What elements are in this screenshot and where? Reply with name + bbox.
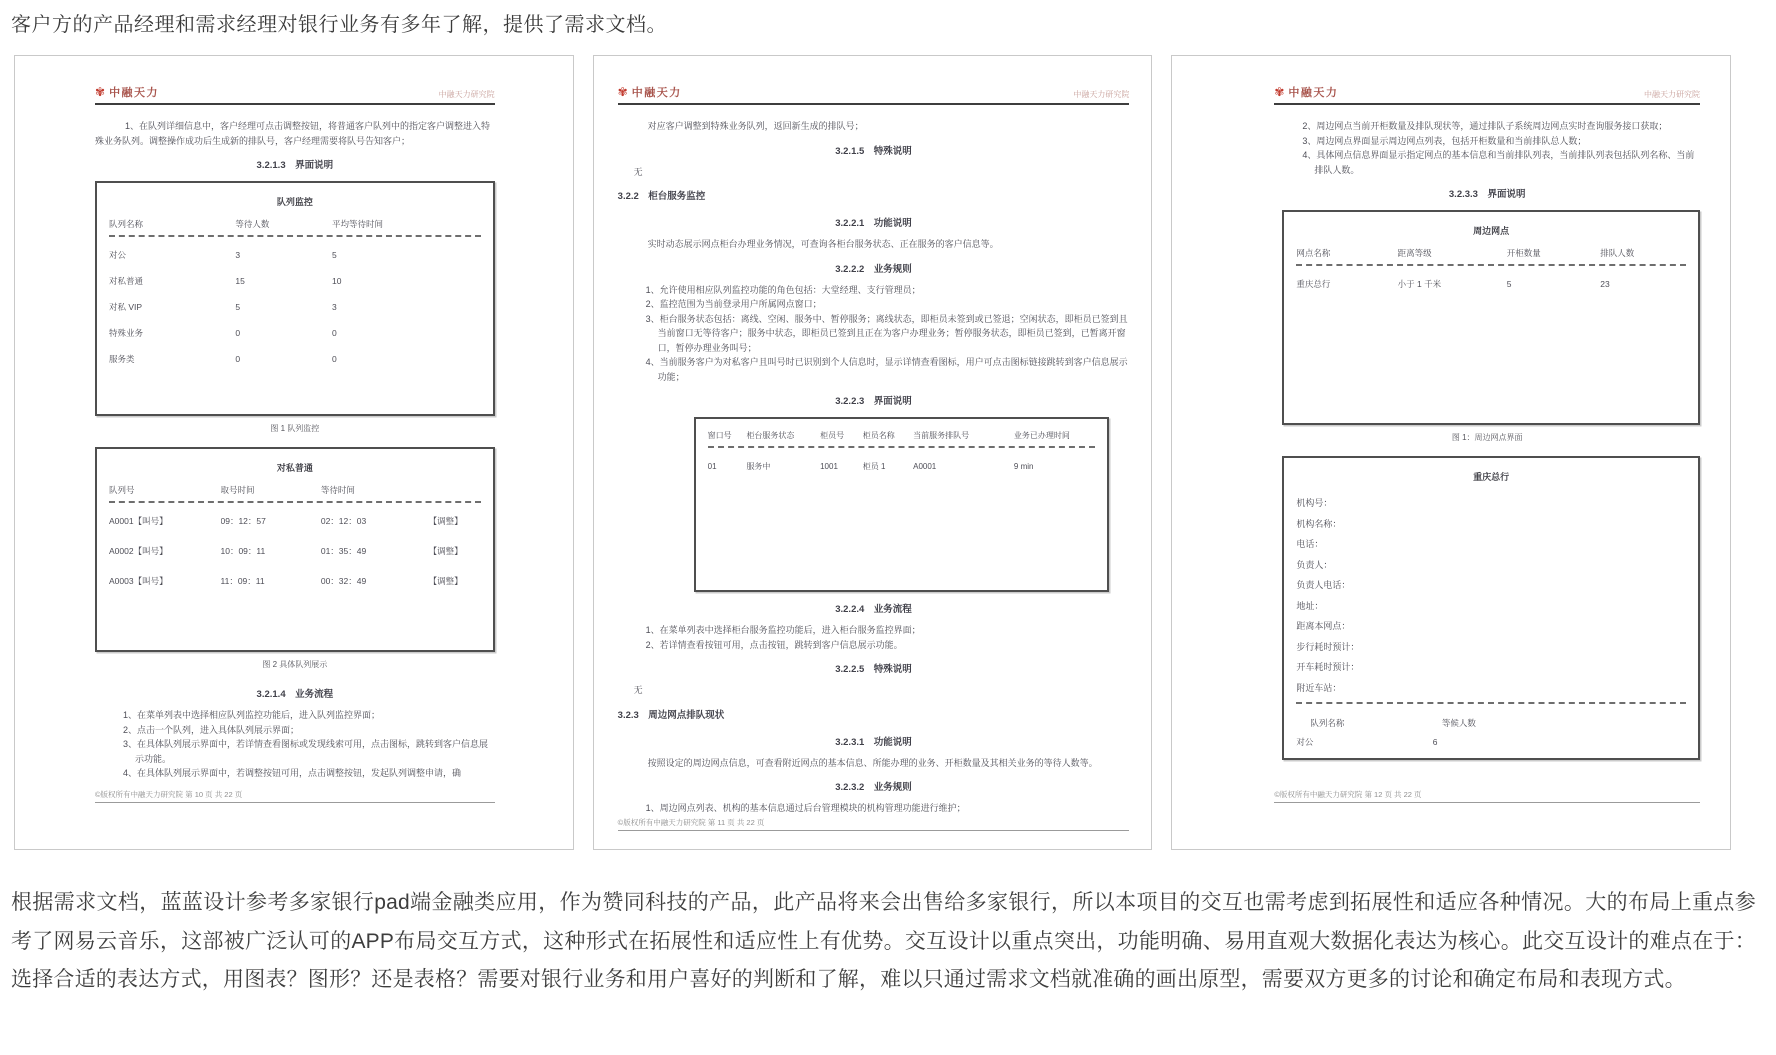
table-row [109, 575, 481, 588]
doc-list [95, 708, 495, 781]
table-row [109, 249, 481, 262]
table-separator [1296, 264, 1686, 266]
doc-page [594, 56, 1152, 849]
field-label: 负责人电话： [1296, 580, 1351, 590]
table-col-header [429, 484, 481, 497]
table-cell: 0 [331, 328, 337, 338]
table-col-header: 队列号 [109, 485, 135, 495]
table-row [109, 327, 481, 340]
list-item: 2、点击一个队列，进入具体队列展示界面； [123, 724, 300, 735]
figure-caption: 图 1：周边网点界面 [1451, 433, 1523, 442]
table-title: 重庆总行 [1473, 472, 1510, 482]
field-label: 机构号： [1296, 498, 1333, 508]
table-cell: 0 [235, 328, 241, 338]
doc-page-header [95, 84, 495, 105]
table-separator [109, 235, 481, 237]
brand-logo-icon: ✾ [1274, 85, 1285, 99]
table-cell: 02：12：03 [320, 516, 367, 526]
table-cell: 小于 1 千米 [1397, 279, 1442, 289]
list-item: 1、周边网点列表、机构的基本信息通过后台管理模块的机构管理功能进行维护； [645, 803, 966, 813]
table-separator [1296, 702, 1686, 704]
brand-logo [618, 84, 682, 100]
table-cell: 10：09：11 [220, 546, 266, 556]
table-cell: 01 [707, 462, 717, 471]
table-cell: 重庆总行 [1296, 279, 1331, 289]
list-item: 4、在具体队列展示界面中，若调整按钮可用，点击调整按钮，发起队列调整申请，确 [123, 768, 462, 778]
table-col-header: 队列名称 [109, 219, 144, 229]
doc-heading: 3.2.3 周边网点排队现状 [617, 709, 725, 721]
table-col-header: 开柜数量 [1506, 248, 1541, 258]
table-cell: A0002【叫号】 [109, 546, 168, 556]
list-item: 4、当前服务客户为对私客户且叫号时已识别到个人信息时，显示详情查看图标，用户可点击图标链接跳转到客户信息展示功能； [645, 357, 1128, 382]
table-header-row [109, 484, 481, 497]
table-separator [109, 501, 481, 503]
doc-heading: 3.2.3.1 功能说明 [835, 736, 912, 748]
list-item: 4、具体网点信息界面显示指定网点的基本信息和当前排队列表，当前排队列表包括队列名称、当前排队人数。 [1302, 150, 1695, 175]
table-row [109, 301, 481, 314]
doc-page-footer: ©版权所有中融天力研究院 第 11 页 共 22 页 [618, 818, 1130, 831]
table-cell: 9 min [1013, 462, 1034, 471]
table-col-header: 平均等待时间 [331, 219, 383, 229]
table-col-header: 业务已办理时间 [1013, 431, 1070, 440]
table-title: 对私普通 [276, 463, 313, 473]
doc-paragraph: 无 [633, 685, 643, 695]
table-col-header: 取号时间 [220, 485, 255, 495]
table-row [109, 515, 481, 528]
table-header-row [109, 218, 481, 231]
list-item: 3、柜台服务状态包括：离线、空闲、服务中、暂停服务；离线状态，即柜员未签到或已签退；空闲状态，即柜员已签到且当前窗口无等待客户；服务中状态，即柜员已签到且正在为客户办理业务；暂停服务状态，即柜员已签到，已暂离开窗口，暂停办理业务叫号； [645, 313, 1128, 353]
list-item: 2、监控范围为当前登录用户所属网点窗口； [645, 299, 822, 309]
brand-logo-icon: ✾ [617, 85, 628, 99]
doc-heading: 3.2.1.4 业务流程 [256, 689, 334, 700]
doc-heading: 3.2.3.2 业务规则 [835, 782, 912, 793]
doc-heading: 3.2.2.4 业务流程 [835, 604, 912, 615]
brand-logo [95, 84, 159, 100]
table-cell: 5 [1506, 279, 1512, 289]
table-header-row [708, 429, 1096, 442]
table-cell: 11：09：11 [220, 576, 265, 586]
table-row [708, 460, 1096, 473]
table-cell: 3 [331, 302, 337, 312]
table-header-row [1296, 247, 1686, 260]
figure-caption: 图 1 队列监控 [270, 424, 320, 433]
brand-logo-text: 中融天力 [1288, 87, 1339, 99]
table-cell: 服务中 [746, 462, 771, 471]
field-label: 距离本网点： [1296, 621, 1351, 631]
table-cell: A0001【叫号】 [109, 516, 168, 526]
table-cell: 对公 [1296, 737, 1314, 747]
doc-page-footer: ©版权所有中融天力研究院 第 10 页 共 22 页 [95, 790, 495, 803]
field-label: 机构名称： [1296, 518, 1342, 529]
table-separator [708, 446, 1096, 448]
doc-paragraph: 无 [633, 166, 643, 177]
table-col-header: 等待时间 [320, 485, 355, 495]
brand-logo-text: 中融天力 [109, 87, 160, 99]
table-col-header: 窗口号 [707, 431, 732, 440]
list-item: 1、在菜单列表中选择相应队列监控功能后，进入队列监控界面； [123, 710, 381, 720]
list-item: 1、允许使用相应队列监控功能的角色包括：大堂经理、支行管理员； [645, 284, 921, 295]
queue-summary-row [1296, 735, 1686, 750]
table-cell: 0 [331, 354, 337, 364]
doc-paragraph: 对应客户调整到特殊业务队列，返回新生成的排队号； [647, 121, 864, 131]
doc-page-footer: ©版权所有中融天力研究院 第 12 页 共 22 页 [1274, 790, 1700, 803]
doc-heading: 3.2.1.3 界面说明 [256, 160, 334, 171]
figure-caption: 图 2 具体队列展示 [262, 660, 328, 669]
doc-list [1274, 119, 1700, 177]
table-cell: 01：35：49 [320, 546, 367, 556]
table-cell: 特殊业务 [109, 328, 144, 338]
table-cell: A0001 [913, 462, 937, 471]
table-row [109, 545, 481, 558]
field-label: 电话： [1296, 539, 1324, 549]
spec-table [95, 181, 495, 416]
doc-page-card [593, 55, 1153, 850]
branch-detail-table [1282, 456, 1700, 760]
doc-page-header [618, 84, 1130, 105]
doc-paragraph: 1、在队列详细信息中，客户经理可点击调整按钮，将普通客户队列中的指定客户调整进入特殊业务队列。调整操作成功后生成新的排队号，客户经理需要将队号告知客户； [95, 121, 491, 146]
table-cell: 00：32：49 [320, 576, 367, 586]
doc-page [15, 56, 573, 849]
doc-heading: 3.2.2.1 功能说明 [835, 218, 912, 229]
field-label: 开车耗时预计： [1296, 662, 1360, 672]
doc-page-card [14, 55, 574, 850]
table-col-header: 等待人数 [235, 219, 270, 229]
table-col-header: 队列名称 [1310, 718, 1345, 728]
table-cell: 5 [331, 250, 337, 260]
table-cell: 对私 VIP [109, 302, 143, 312]
doc-heading: 3.2.2.5 特殊说明 [835, 664, 912, 675]
table-col-header: 网点名称 [1296, 248, 1331, 258]
table-cell: 【调整】 [428, 516, 463, 526]
list-item: 2、若详情查看按钮可用，点击按钮，跳转到客户信息展示功能。 [645, 639, 903, 650]
table-cell: 5 [235, 302, 241, 312]
table-cell: 【调整】 [428, 576, 463, 586]
doc-paragraph: 实时动态展示网点柜台办理业务情况，可查询各柜台服务状态、正在服务的客户信息等。 [647, 239, 999, 249]
doc-list [618, 801, 1130, 816]
table-col-header: 柜员号 [820, 431, 845, 440]
field-label: 步行耗时预计： [1296, 641, 1360, 652]
spec-table [694, 417, 1110, 592]
table-col-header: 等候人数 [1441, 718, 1476, 728]
intro-paragraph: 客户方的产品经理和需求经理对银行业务有多年了解，提供了需求文档。 [11, 14, 667, 36]
doc-heading: 3.2.2.2 业务规则 [835, 263, 912, 275]
table-cell: A0003【叫号】 [109, 576, 168, 586]
spec-table [1282, 210, 1700, 425]
table-cell: 15 [235, 276, 245, 286]
table-cell: 服务类 [109, 354, 135, 364]
table-row [109, 353, 481, 366]
doc-page-card [1171, 55, 1731, 850]
table-title: 队列监控 [276, 197, 313, 207]
table-cell: 1001 [820, 462, 838, 471]
doc-heading: 3.2.1.5 特殊说明 [835, 145, 912, 157]
table-row [1296, 278, 1686, 291]
table-cell: 10 [331, 276, 342, 286]
doc-list [618, 623, 1130, 652]
table-row [109, 275, 481, 288]
doc-page-header [1274, 84, 1700, 105]
doc-heading: 3.2.3.3 界面说明 [1448, 189, 1526, 200]
table-cell: 柜员 1 [862, 462, 886, 471]
table-cell: 对公 [109, 250, 127, 260]
doc-heading: 3.2.2.3 界面说明 [835, 396, 912, 407]
table-col-header: 距离等级 [1397, 248, 1432, 258]
doc-header-right-text: 中融天力研究院 [438, 90, 495, 99]
list-item: 1、在菜单列表中选择柜台服务监控功能后，进入柜台服务监控界面； [645, 625, 921, 635]
list-item: 3、在具体队列展示界面中，若详情查看图标或发现线索可用，点击图标，跳转到客户信息展示功能。 [123, 739, 489, 764]
table-cell: 【调整】 [428, 546, 463, 556]
spec-table [95, 447, 495, 652]
doc-page [1172, 56, 1730, 849]
doc-header-right-text: 中融天力研究院 [1073, 90, 1130, 99]
table-col-header: 柜员名称 [862, 431, 895, 440]
doc-header-right-text: 中融天力研究院 [1644, 90, 1701, 99]
table-cell: 23 [1600, 279, 1610, 289]
field-label: 负责人： [1296, 559, 1333, 570]
field-label: 地址： [1296, 600, 1324, 611]
table-cell: 对私普通 [109, 276, 144, 286]
doc-paragraph: 按照设定的周边网点信息，可查看附近网点的基本信息、所能办理的业务、开柜数量及其相关业务的等待人数等。 [647, 757, 1098, 768]
table-col-header: 排队人数 [1600, 248, 1635, 258]
brand-logo-icon: ✾ [95, 85, 106, 99]
table-title: 周边网点 [1473, 226, 1510, 236]
brand-logo-text: 中融天力 [631, 87, 682, 99]
list-item: 3、周边网点界面显示周边网点列表，包括开柜数量和当前排队总人数； [1302, 135, 1587, 146]
table-cell: 3 [235, 250, 241, 260]
table-cell: 6 [1432, 737, 1438, 747]
analysis-paragraph: 根据需求文档，蓝蓝设计参考多家银行pad端金融类应用，作为赞同科技的产品，此产品将来会出售给多家银行，所以本项目的交互也需考虑到拓展性和适应各种情况。大的布局上重点参考了网易云音乐，这部被广泛认可的APP布局交互方式，这种形式在拓展性和适应性上有优势。交互设计以重点突出，功能明确、易用直观大数据化表达为核心。此交互设计的难点在于：选择合适的表达方式，用图表？图形？还是表格？需要对银行业务和用户喜好的判断和了解，难以只通过需求文档就准确的画出原型，需要双方更多的讨论和确定布局和表现方式。 [11, 891, 1756, 991]
document-previews [14, 55, 1731, 850]
table-col-header: 当前服务排队号 [913, 431, 970, 440]
list-item: 2、周边网点当前开柜数量及排队现状等，通过排队子系统周边网点实时查询服务接口获取； [1302, 121, 1668, 131]
doc-heading: 3.2.2 柜台服务监控 [617, 191, 706, 202]
field-label: 附近车站： [1296, 682, 1342, 693]
queue-summary-header-row [1296, 716, 1686, 731]
table-cell: 09：12：57 [220, 516, 266, 526]
table-col-header: 柜台服务状态 [746, 431, 795, 440]
brand-logo [1274, 84, 1338, 100]
doc-list [618, 283, 1130, 385]
table-cell: 0 [235, 354, 241, 364]
